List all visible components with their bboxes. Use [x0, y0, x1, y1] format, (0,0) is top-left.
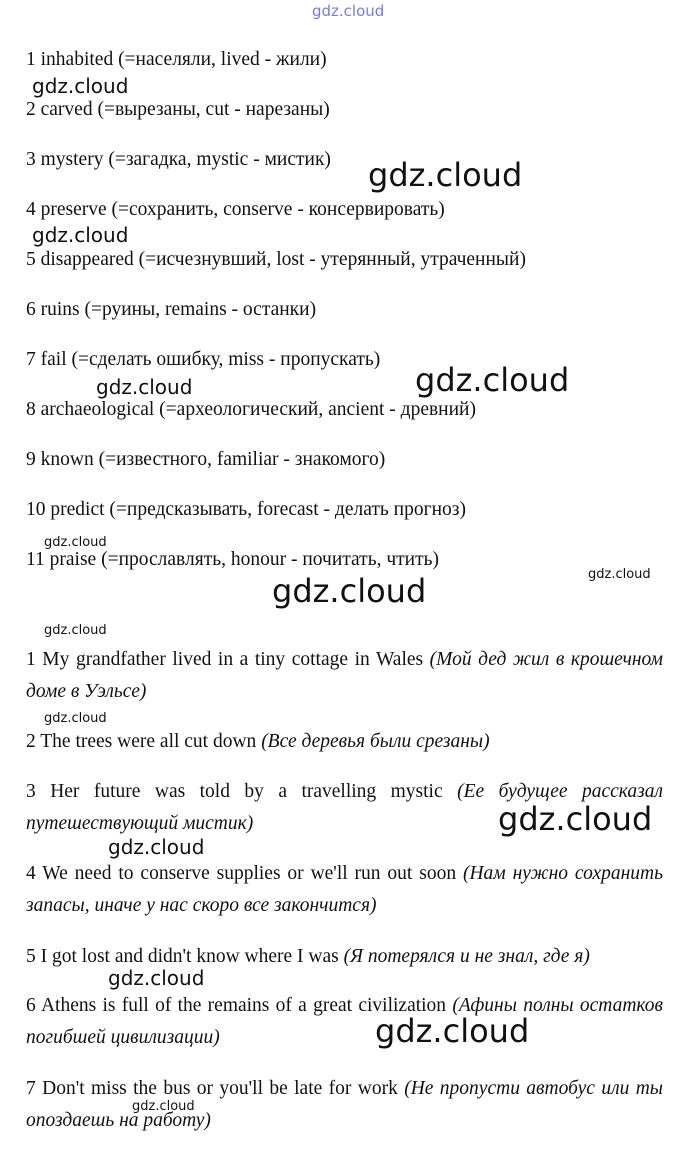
sentence-4-ru: (Нам нужно сохранить запасы, иначе у нас скоро все закончится)	[26, 863, 663, 916]
sentence-2-en: 2 The trees were all cut down	[26, 731, 257, 752]
watermark: gdz.cloud	[108, 966, 205, 990]
sentence-1-en: 1 My grandfather lived in a tiny cottage in Wales	[26, 649, 424, 670]
sentence-3-ru: (Ее будущее рассказал путешествующий мистик)	[26, 781, 664, 834]
vocab-item-3: 3 mystery (=загадка, mystic - мистик)	[26, 149, 331, 170]
sentence-5-en: 5 I got lost and didn't know where I was	[26, 946, 339, 967]
watermark: gdz.cloud	[132, 1099, 195, 1114]
watermark: gdz.cloud	[44, 535, 107, 550]
sentence-7-en: 7 Don't miss the bus or you'll be late for work	[26, 1078, 398, 1099]
sentence-4-en: 4 We need to conserve supplies or we'll run out soon	[26, 863, 457, 884]
sentence-7-ru: (Не пропусти автобус или ты опоздаешь на работу)	[26, 1078, 663, 1131]
vocab-item-9: 9 known (=известного, familiar - знакомого)	[26, 449, 386, 470]
watermark: gdz.cloud	[415, 361, 570, 399]
sentence-6	[26, 990, 663, 1054]
watermark: gdz.cloud	[44, 623, 107, 638]
sentence-2	[26, 726, 663, 758]
sentence-6-ru: (Афины полны остатков погибшей цивилизации)	[26, 995, 664, 1048]
sentence-7	[26, 1073, 663, 1137]
sentence-2-ru: (Все деревья были срезаны)	[261, 731, 490, 752]
watermark: gdz.cloud	[588, 567, 651, 582]
watermark: gdz.cloud	[32, 74, 129, 98]
watermark: gdz.cloud	[375, 1012, 530, 1050]
vocab-item-4: 4 preserve (=сохранить, conserve - консервировать)	[26, 199, 445, 220]
sentence-3-en: 3 Her future was told by a travelling mystic	[26, 781, 443, 802]
vocab-item-6: 6 ruins (=руины, remains - останки)	[26, 299, 317, 320]
sentence-1-ru: (Мой дед жил в крошечном доме в Уэльсе)	[26, 649, 664, 702]
sentence-4	[26, 858, 663, 922]
vocab-item-8: 8 archaeological (=археологический, ancient - древний)	[26, 399, 476, 420]
vocab-item-10: 10 predict (=предсказывать, forecast - делать прогноз)	[26, 499, 466, 520]
header-watermark: gdz.cloud	[312, 2, 385, 20]
vocab-item-1: 1 inhabited (=населяли, lived - жили)	[26, 49, 327, 70]
sentence-5-ru: (Я потерялся и не знал, где я)	[343, 946, 590, 967]
vocab-item-5: 5 disappeared (=исчезнувший, lost - утерянный, утраченный)	[26, 249, 526, 270]
watermark: gdz.cloud	[96, 375, 193, 399]
sentence-1	[26, 644, 663, 708]
watermark: gdz.cloud	[32, 223, 129, 247]
watermark: gdz.cloud	[272, 572, 427, 610]
sentence-6-en: 6 Athens is full of the remains of a great civilization	[26, 995, 447, 1016]
watermark: gdz.cloud	[498, 800, 653, 838]
watermark: gdz.cloud	[44, 711, 107, 726]
vocab-item-7: 7 fail (=сделать ошибку, miss - пропускать)	[26, 349, 381, 370]
watermark: gdz.cloud	[368, 156, 523, 194]
watermark: gdz.cloud	[108, 835, 205, 859]
vocab-item-11: 11 praise (=прославлять, honour - почитать, чтить)	[26, 549, 440, 570]
vocab-item-2: 2 carved (=вырезаны, cut - нарезаны)	[26, 99, 330, 120]
